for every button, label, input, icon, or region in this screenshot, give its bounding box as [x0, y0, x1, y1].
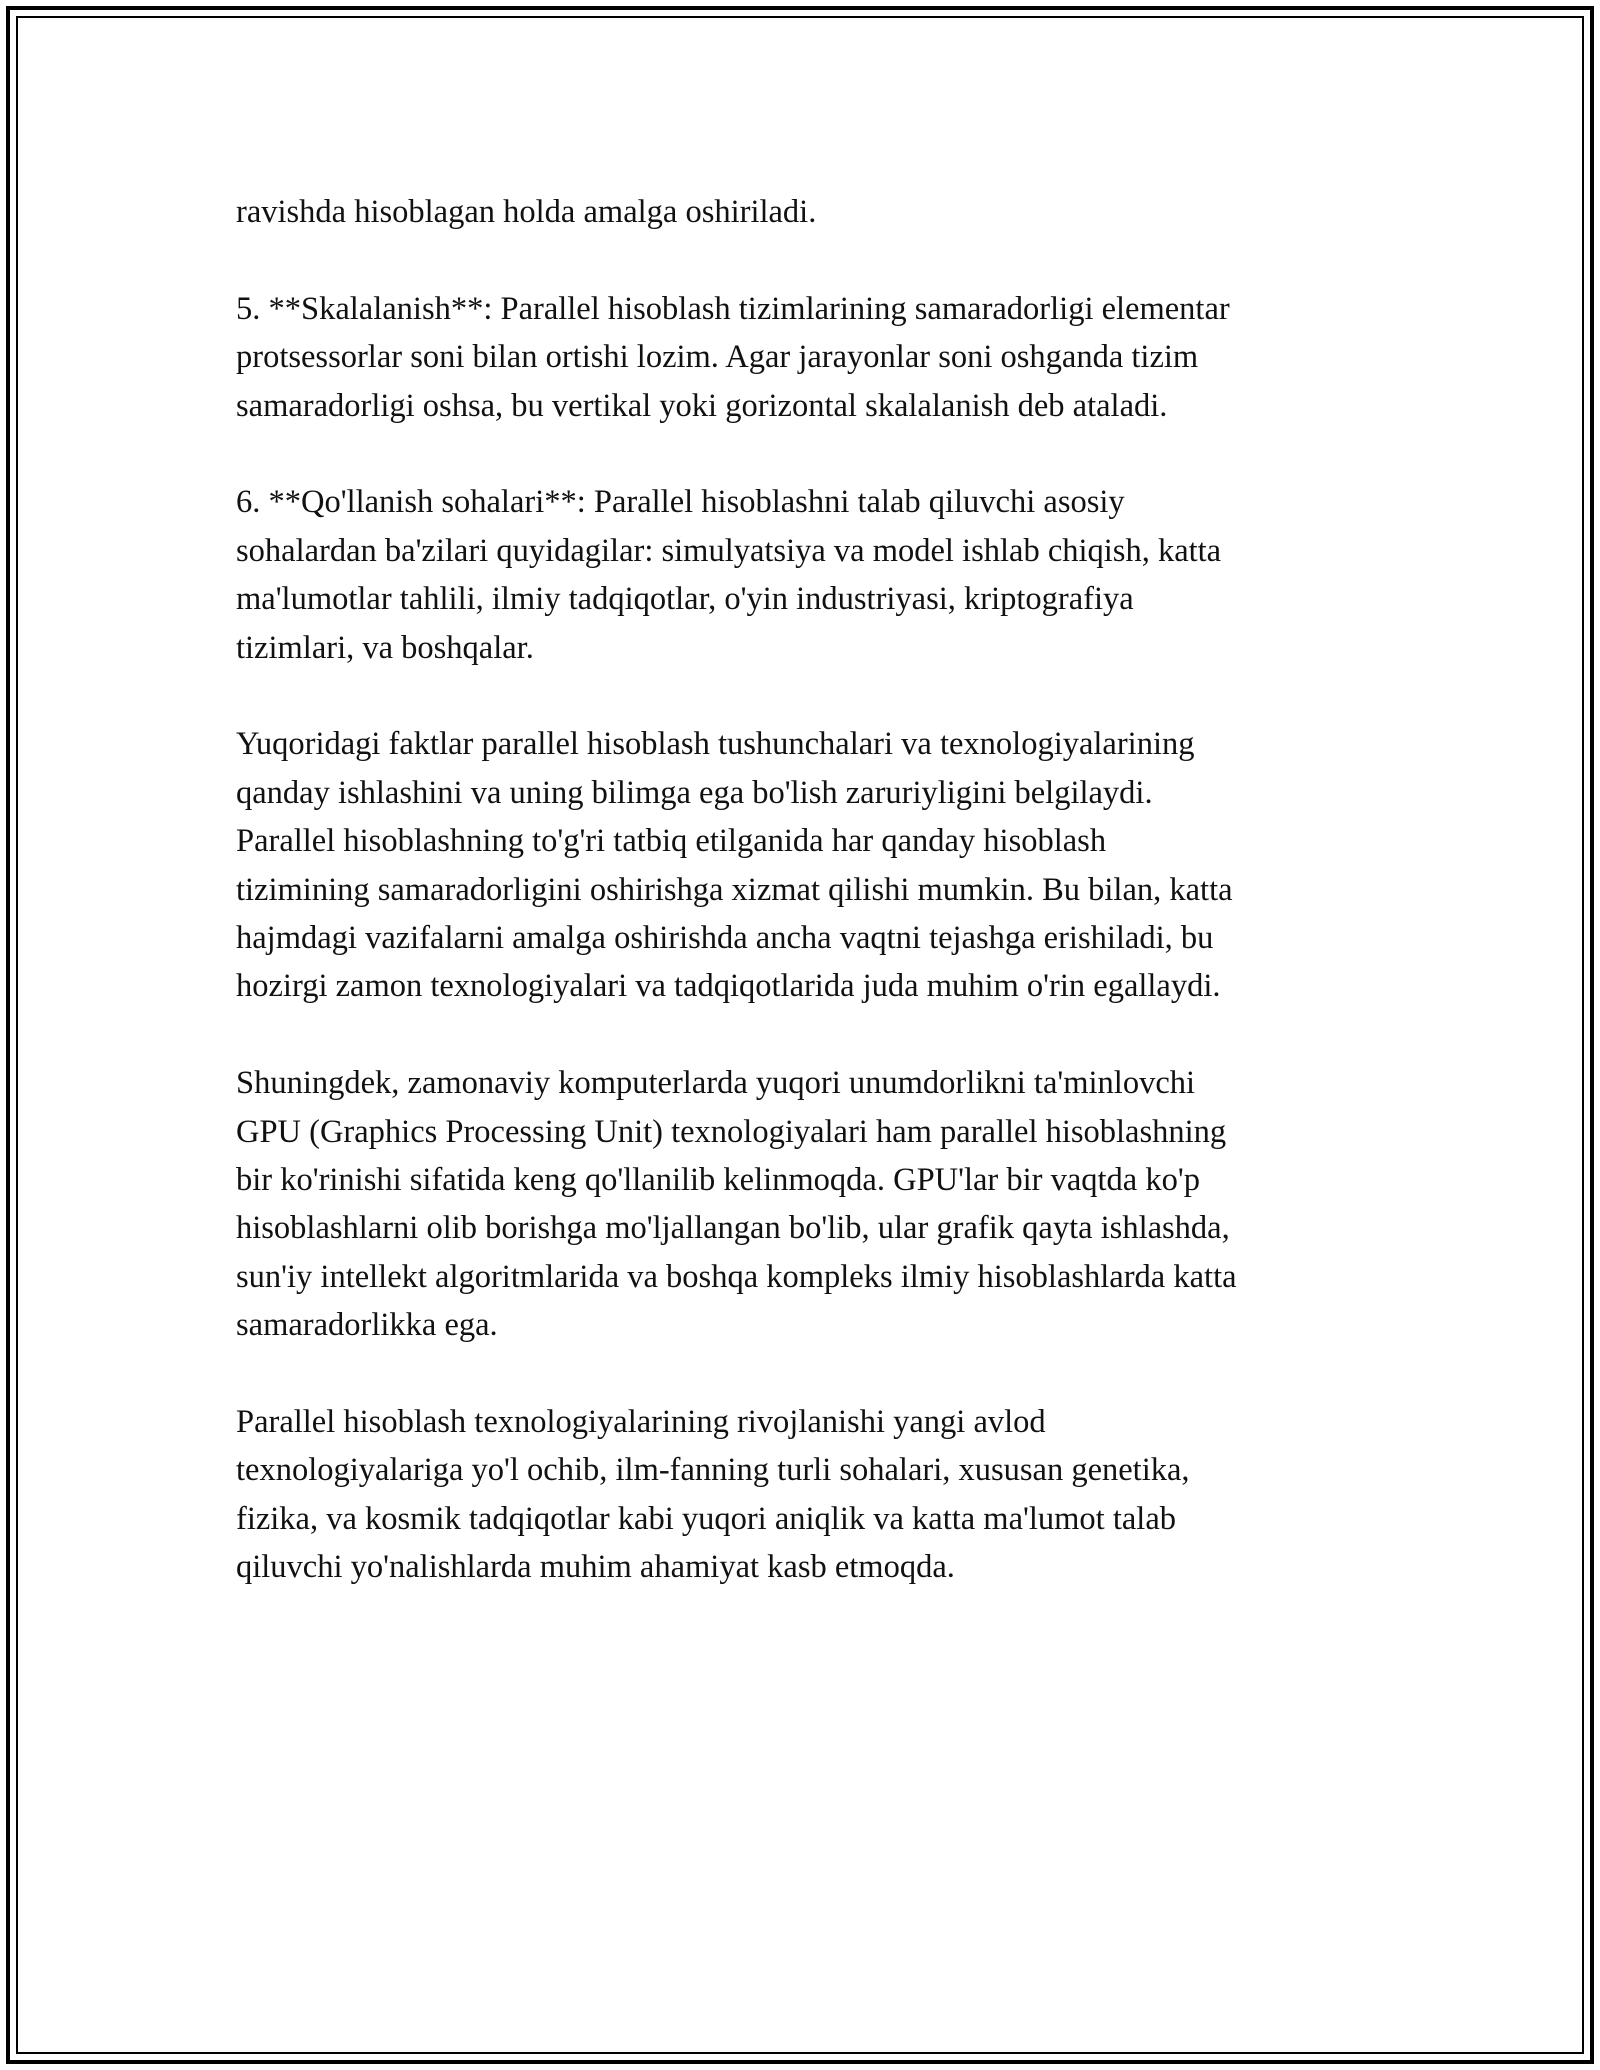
text-line: tizimining samaradorligini oshirishga xizmat qilishi mumkin. Bu bilan, katta: [236, 871, 1233, 908]
paragraph-continuation: [236, 188, 1386, 236]
document-body: [236, 188, 1386, 1640]
text-line: sohalardan ba'zilari quyidagilar: simulyatsiya va model ishlab chiqish, katta: [236, 532, 1222, 569]
text-line: Parallel hisoblashning to'g'ri tatbiq etilganida har qanday hisoblash: [236, 823, 1107, 860]
text-line: hajmdagi vazifalarni amalga oshirishda ancha vaqtni tejashga erishiladi, bu: [236, 920, 1214, 957]
text-line: GPU (Graphics Processing Unit) texnologiyalari ham parallel hisoblashning: [236, 1113, 1227, 1150]
text-line: fizika, va kosmik tadqiqotlar kabi yuqori aniqlik va katta ma'lumot talab: [236, 1500, 1176, 1537]
text-line: qanday ishlashini va uning bilimga ega bo'lish zaruriyligini belgilaydi.: [236, 774, 1153, 811]
text-line: bir ko'rinishi sifatida keng qo'llanilib kelinmoqda. GPU'lar bir vaqtda ko'p: [236, 1162, 1200, 1199]
paragraph-scaling: [236, 285, 1386, 430]
text-line: qiluvchi yo'nalishlarda muhim ahamiyat kasb etmoqda.: [236, 1549, 955, 1586]
text-line: texnologiyalariga yo'l ochib, ilm-fanning turli sohalari, xususan genetika,: [236, 1452, 1190, 1489]
paragraph-conclusion: [236, 1398, 1386, 1592]
text-line: hozirgi zamon texnologiyalari va tadqiqotlarida juda muhim o'rin egallaydi.: [236, 968, 1221, 1005]
text-line: tizimlari, va boshqalar.: [236, 629, 534, 666]
text-line: samaradorlikka ega.: [236, 1307, 498, 1344]
paragraph-gpu: [236, 1059, 1386, 1349]
text-line: protsessorlar soni bilan ortishi lozim. Agar jarayonlar soni oshganda tizim: [236, 339, 1199, 376]
text-line: ravishda hisoblagan holda amalga oshiriladi.: [236, 194, 817, 230]
text-line: samaradorligi oshsa, bu vertikal yoki gorizontal skalalanish deb ataladi.: [236, 387, 1168, 424]
text-line: 5. **Skalalanish**: Parallel hisoblash tizimlarining samaradorligi elementar: [236, 290, 1230, 327]
text-line: 6. **Qo'llanish sohalari**: Parallel hisoblashni talab qiluvchi asosiy: [236, 484, 1125, 521]
text-line: ma'lumotlar tahlili, ilmiy tadqiqotlar, o'yin industriyasi, kriptografiya: [236, 581, 1134, 618]
paragraph-application-areas: [236, 478, 1386, 672]
text-line: Shuningdek, zamonaviy komputerlarda yuqori unumdorlikni ta'minlovchi: [236, 1065, 1196, 1102]
text-line: Parallel hisoblash texnologiyalarining rivojlanishi yangi avlod: [236, 1404, 1046, 1441]
text-line: Yuqoridagi faktlar parallel hisoblash tushunchalari va texnologiyalarining: [236, 726, 1195, 763]
text-line: hisoblashlarni olib borishga mo'ljallangan bo'lib, ular grafik qayta ishlashda,: [236, 1210, 1230, 1247]
paragraph-summary: [236, 720, 1386, 1010]
text-line: sun'iy intellekt algoritmlarida va boshqa kompleks ilmiy hisoblashlarda katta: [236, 1258, 1237, 1295]
